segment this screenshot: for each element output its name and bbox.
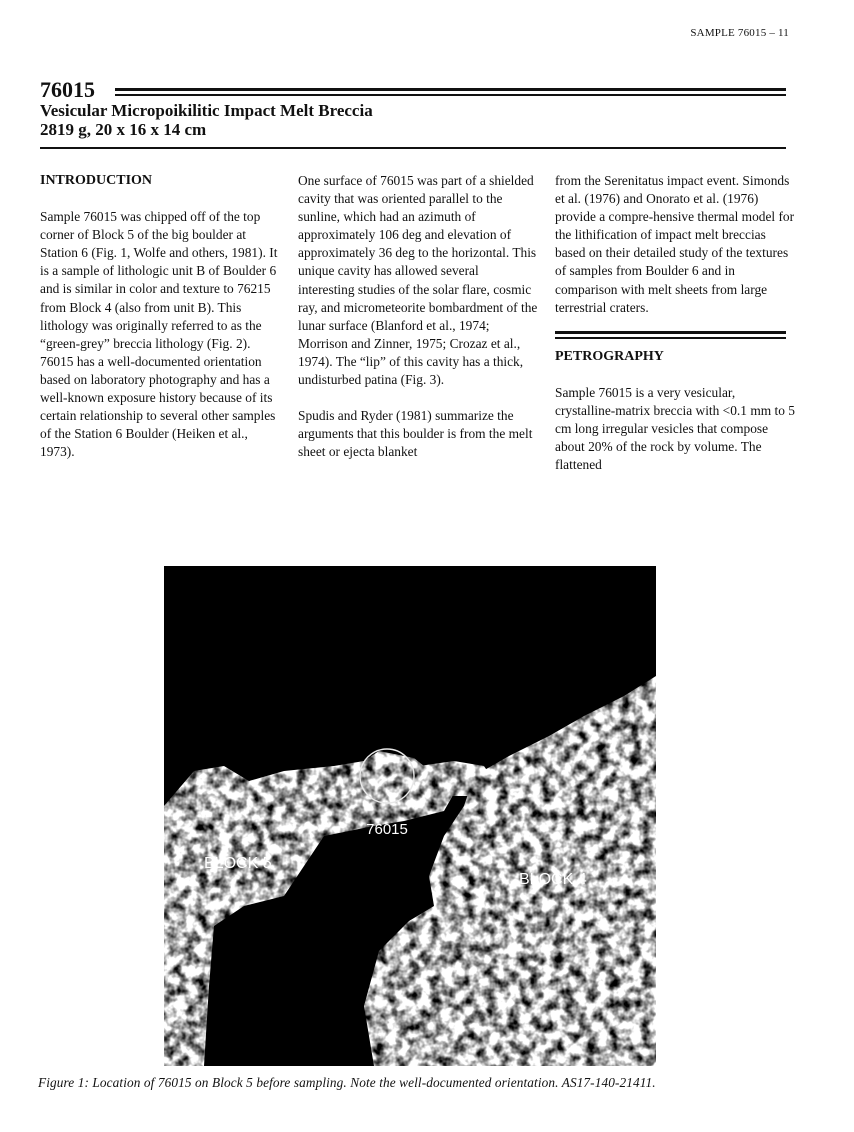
sample-title: Vesicular Micropoikilitic Impact Melt Breccia: [40, 101, 373, 120]
figure-caption: Figure 1: Location of 76015 on Block 5 before sampling. Note the well-documented orientation. AS17-140-21411.: [38, 1075, 656, 1090]
sample-number: 76015: [40, 77, 95, 102]
running-head: SAMPLE 76015 – 11: [690, 27, 789, 39]
sample-label: 76015: [366, 821, 408, 838]
column-3: [555, 172, 795, 474]
petrography-paragraph: Sample 76015 is a very vesicular, crystalline-matrix breccia with <0.1 mm to 5 cm long irregular vesicles that compose about 20% of the rock by volume. The flattened: [555, 384, 795, 473]
introduction-paragraph-2: One surface of 76015 was part of a shielded cavity that was oriented parallel to the sunline, which had an azimuth of approximately 106 deg and elevation of approximately 36 deg to the horizontal. This unique cavity has allowed several interesting studies of the solar flare, cosmic ray, and micrometeorite bombardment of the lunar surface (Blanford et al., 1974; Morrison and Zinner, 1975; Crozaz et al., 1974). The “lip” of this cavity has a thick, undisturbed patina (Fig. 3).: [298, 173, 538, 388]
column-2: [298, 172, 538, 461]
introduction-paragraph-3: Spudis and Ryder (1981) summarize the arguments that this boulder is from the melt sheet or ejecta blanket: [298, 408, 533, 460]
sample-specs: 2819 g, 20 x 16 x 14 cm: [40, 120, 207, 139]
introduction-heading: INTRODUCTION: [40, 173, 153, 188]
petrography-heading: PETROGRAPHY: [555, 348, 664, 364]
introduction-paragraph-1: Sample 76015 was chipped off of the top corner of Block 5 of the big boulder at Station 6 (Fig. 1, Wolfe and others, 1981). It is a sample of lithologic unit B of Boulder 6 and is similar in color and texture to 76215 from Block 4 (also from unit B). This lithology was originally referred to as the “green-grey” breccia lithology (Fig. 2). 76015 has a well-documented orientation based on laboratory photography and has a well-known exposure history because of its certain relationship to several other samples of the Station 6 Boulder (Heiken et al., 1973).: [40, 209, 278, 460]
boulder-photo: [164, 566, 656, 1066]
introduction-paragraph-3-continued: from the Serenitatus impact event. Simonds et al. (1976) and Onorato et al. (1976) provide a compre-hensive thermal model for the lithification of impact melt breccias based on their detailed study of the textures of samples from Boulder 6 and in comparison with melt sheets from large terrestrial craters.: [555, 173, 795, 315]
block-4-label: BLOCK 4: [519, 871, 587, 888]
figure-1-photo: [164, 566, 656, 1066]
column-1: [40, 172, 280, 461]
block-5-label: BLOCK 5: [204, 855, 272, 872]
section-divider: [555, 331, 786, 339]
header-divider: [40, 147, 786, 149]
sample-title-block: [40, 101, 373, 139]
title-rule: [115, 94, 786, 96]
title-rule: [115, 88, 786, 91]
